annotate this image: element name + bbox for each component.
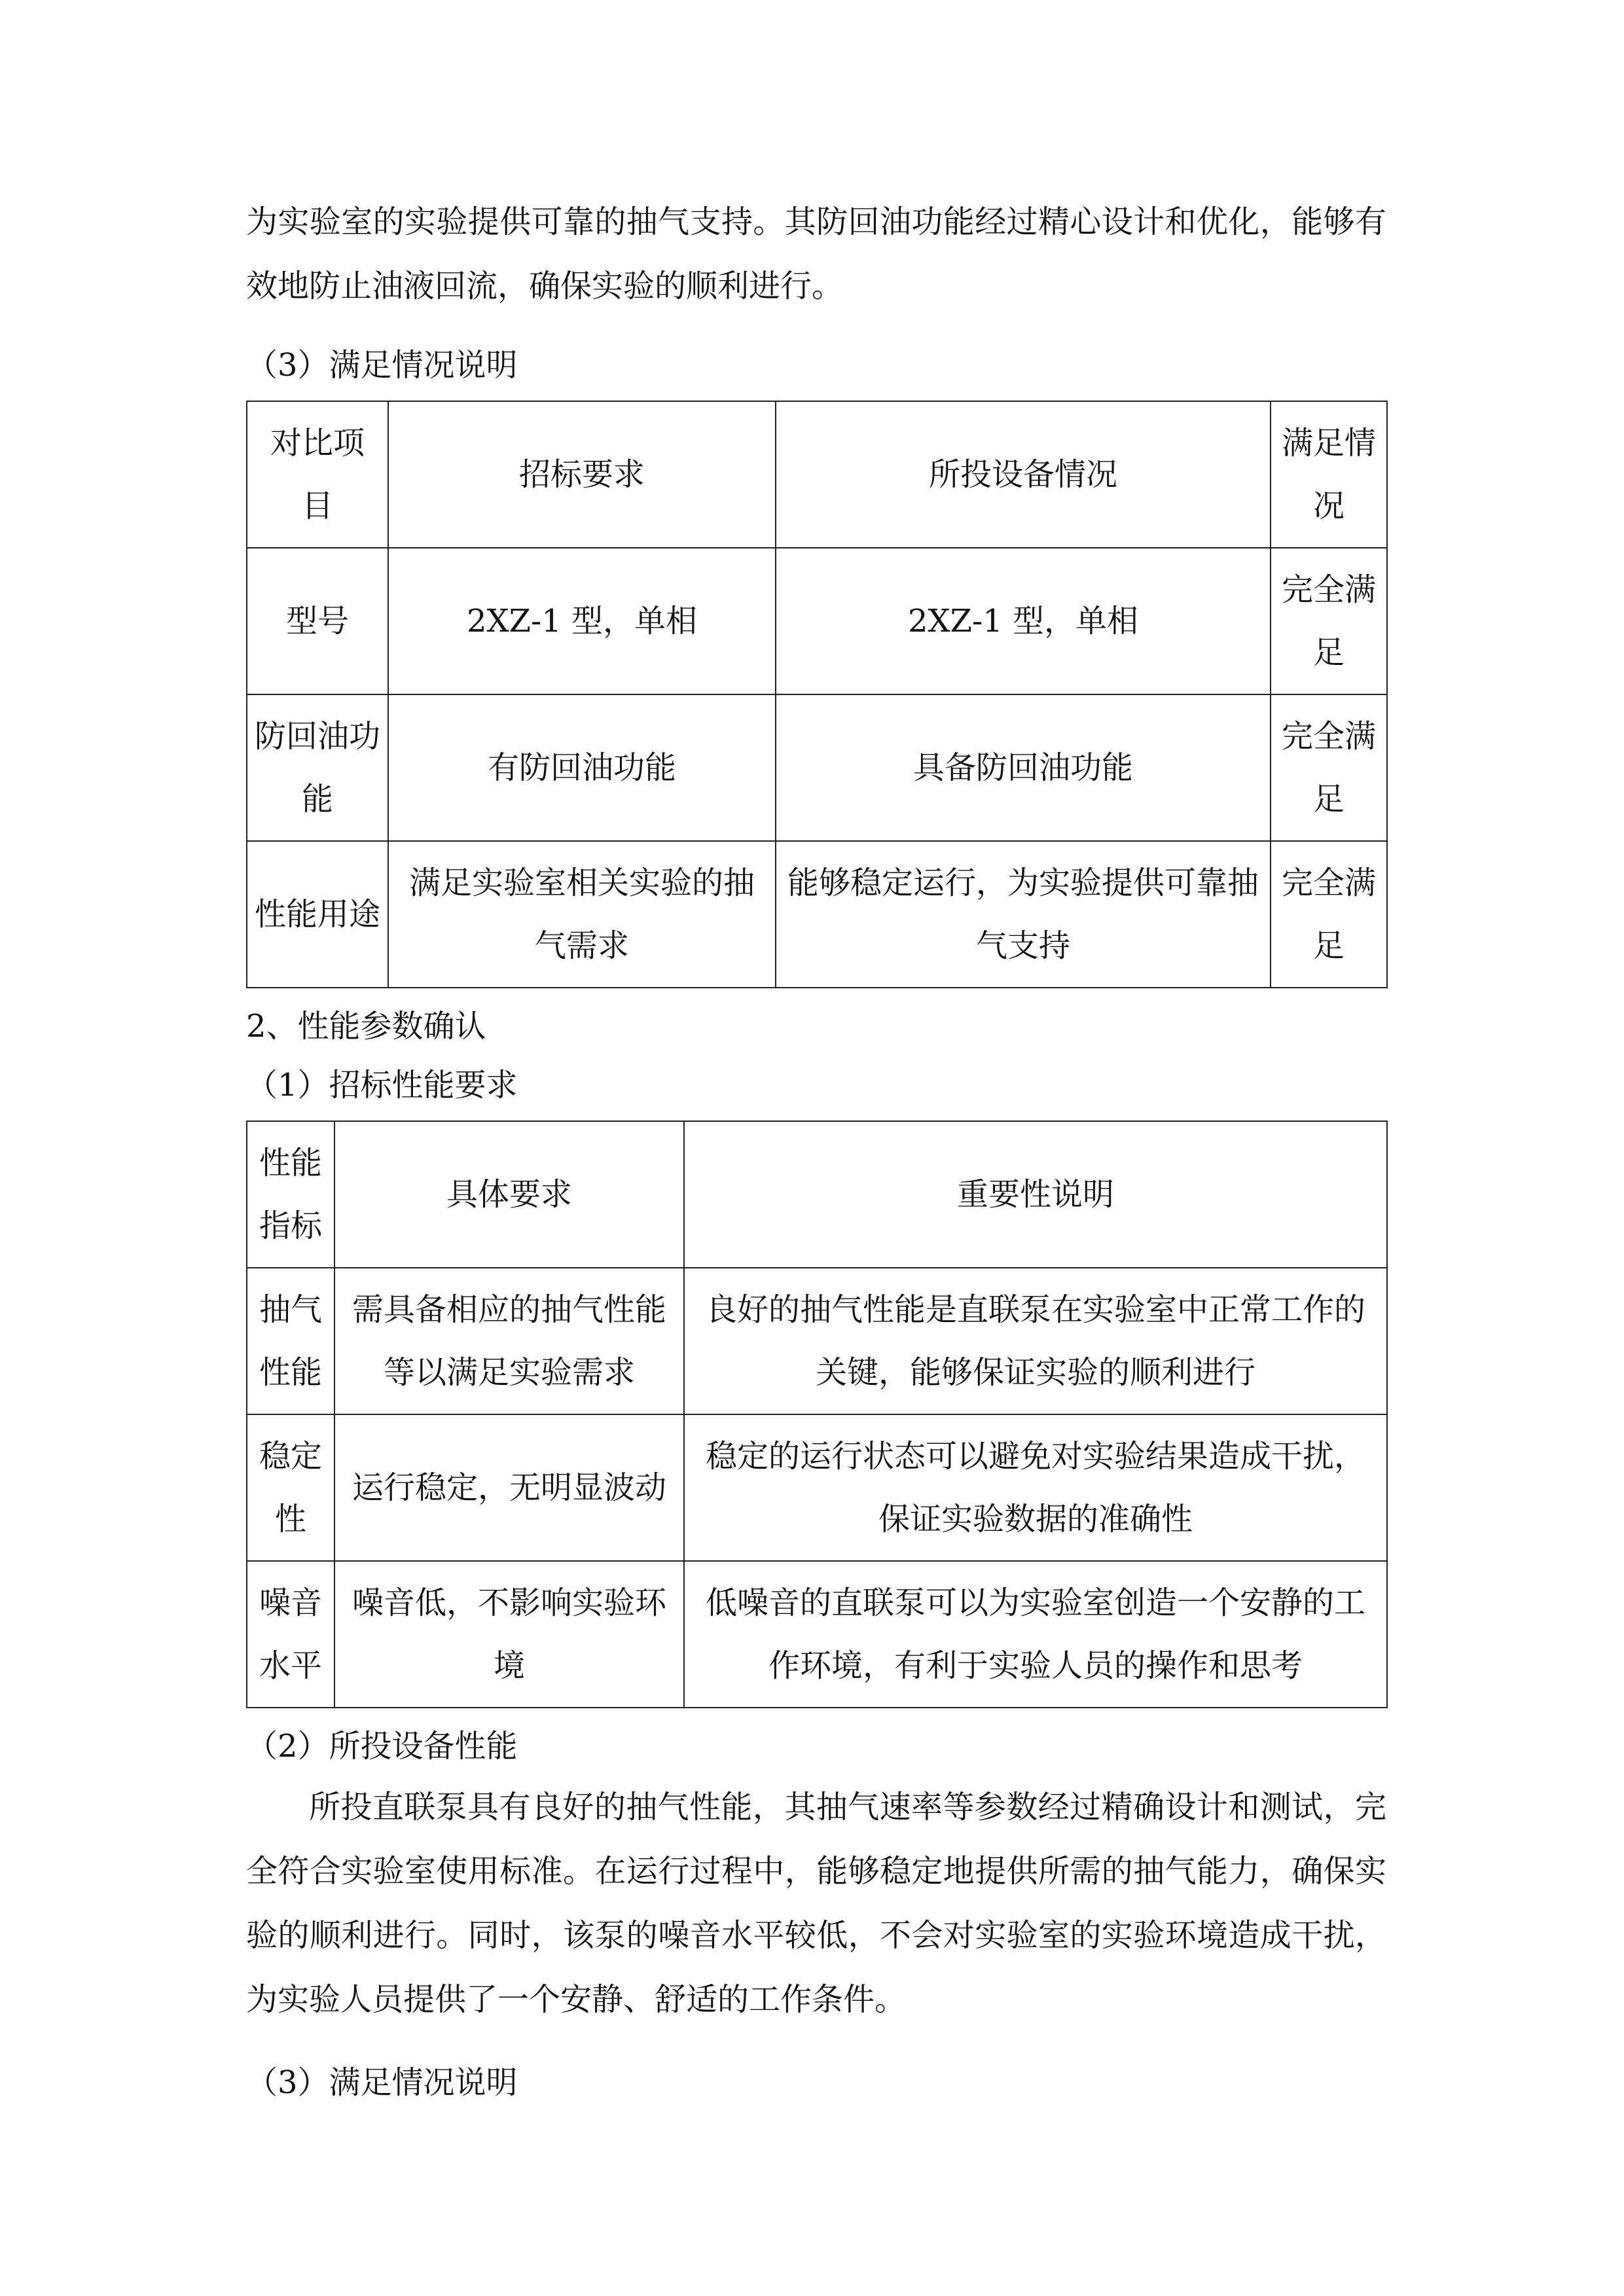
- table-cell: 完全满足: [1271, 694, 1387, 841]
- table-row: [247, 1414, 1387, 1561]
- table-cell: 能够稳定运行，为实验提供可靠抽气支持: [776, 841, 1271, 988]
- header-cell: 具体要求: [334, 1121, 684, 1268]
- table-cell: 需具备相应的抽气性能等以满足实验需求: [334, 1268, 684, 1414]
- header-cell: 招标要求: [388, 401, 776, 548]
- table-row: [247, 1561, 1387, 1708]
- section2-subheading-equipment: （2）所投设备性能: [246, 1728, 518, 1765]
- table-cell: 稳定性: [247, 1414, 334, 1561]
- table-cell: 噪音水平: [247, 1561, 334, 1708]
- table-cell: 2XZ-1 型，单相: [776, 548, 1271, 694]
- section2-heading: 2、性能参数确认: [246, 1008, 486, 1045]
- table-cell: 具备防回油功能: [776, 694, 1271, 841]
- equipment-paragraph: 所投直联泵具有良好的抽气性能，其抽气速率等参数经过精确设计和测试，完全符合实验室使用标准。在运行过程中，能够稳定地提供所需的抽气能力，确保实验的顺利进行。同时，该泵的噪音水平较低，不会对实验室的实验环境造成干扰，为实验人员提供了一个安静、舒适的工作条件。: [246, 1789, 1386, 2018]
- table-cell: 稳定的运行状态可以避免对实验结果造成干扰，保证实验数据的准确性: [684, 1414, 1387, 1561]
- table-header-row: [247, 401, 1387, 548]
- performance-table: [246, 1121, 1388, 1708]
- table-cell: 满足实验室相关实验的抽气需求: [388, 841, 776, 988]
- table-row: [247, 694, 1387, 841]
- table-cell: 2XZ-1 型，单相: [388, 548, 776, 694]
- table-row: [247, 548, 1387, 694]
- section1-subheading: （3）满足情况说明: [246, 347, 518, 384]
- header-cell: 重要性说明: [684, 1121, 1387, 1268]
- table-row: [247, 841, 1387, 988]
- section2-subheading-requirements: （1）招标性能要求: [246, 1067, 518, 1103]
- table-cell: 完全满足: [1271, 841, 1387, 988]
- header-cell: 对比项目: [247, 401, 388, 548]
- compliance-table: [246, 401, 1388, 988]
- table-cell: 完全满足: [1271, 548, 1387, 694]
- table-cell: 型号: [247, 548, 388, 694]
- table-cell: 性能用途: [247, 841, 388, 988]
- table-cell: 低噪音的直联泵可以为实验室创造一个安静的工作环境，有利于实验人员的操作和思考: [684, 1561, 1387, 1708]
- table-cell: 噪音低，不影响实验环境: [334, 1561, 684, 1708]
- table-cell: 抽气性能: [247, 1268, 334, 1414]
- table-header-row: [247, 1121, 1387, 1268]
- header-cell: 性能指标: [247, 1121, 334, 1268]
- table-cell: 有防回油功能: [388, 694, 776, 841]
- section2-subheading-compliance: （3）满足情况说明: [246, 2064, 518, 2101]
- table-cell: 良好的抽气性能是直联泵在实验室中正常工作的关键，能够保证实验的顺利进行: [684, 1268, 1387, 1414]
- intro-paragraph: 为实验室的实验提供可靠的抽气支持。其防回油功能经过精心设计和优化，能够有效地防止油液回流，确保实验的顺利进行。: [246, 204, 1386, 304]
- table-cell: 运行稳定，无明显波动: [334, 1414, 684, 1561]
- table-cell: 防回油功能: [247, 694, 388, 841]
- header-cell: 满足情况: [1271, 401, 1387, 548]
- table-row: [247, 1268, 1387, 1414]
- header-cell: 所投设备情况: [776, 401, 1271, 548]
